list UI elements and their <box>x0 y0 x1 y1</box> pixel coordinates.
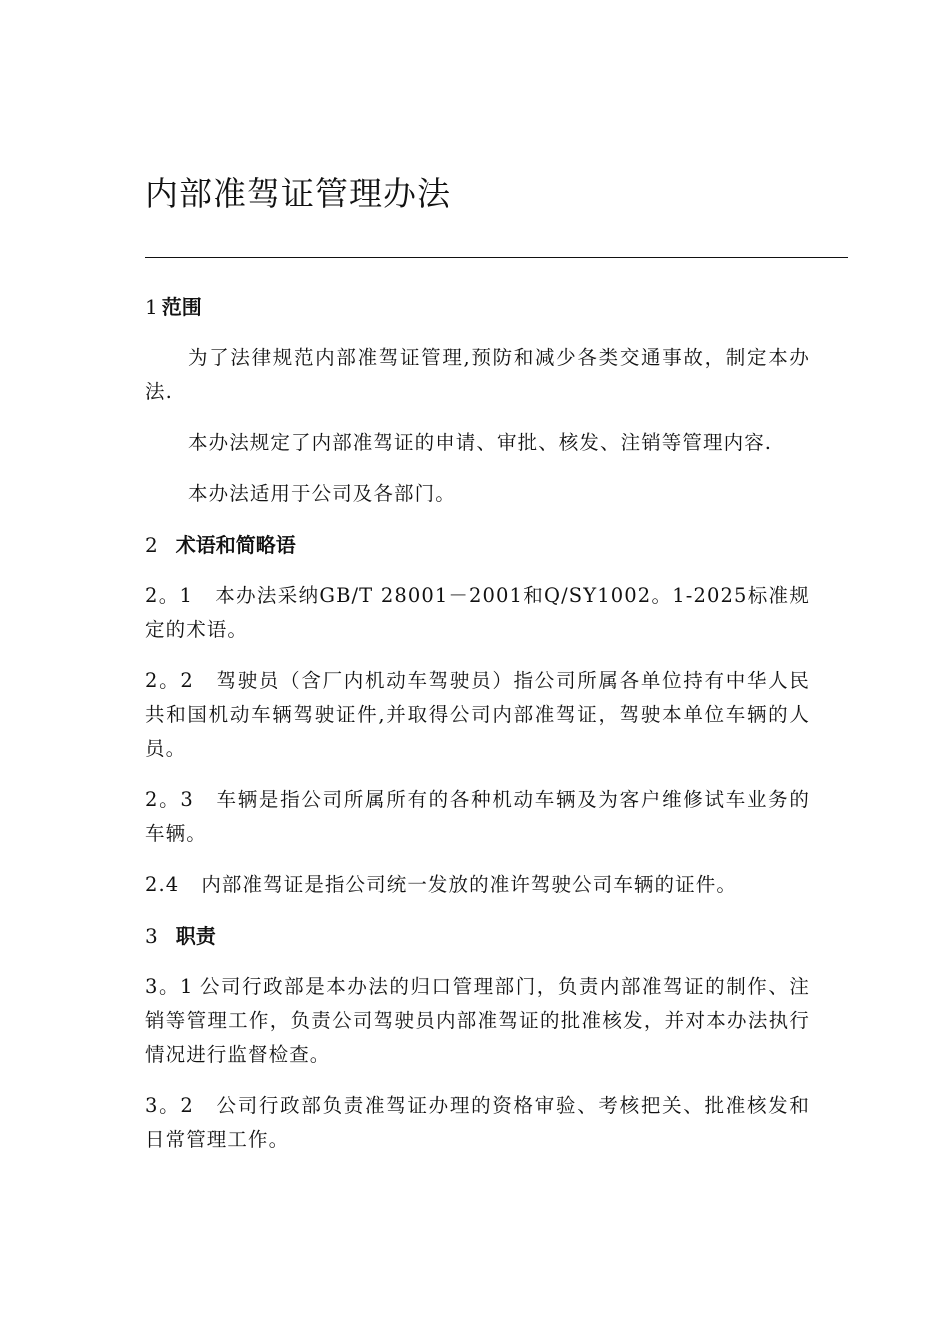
document-title: 内部准驾证管理办法 <box>145 174 451 213</box>
paragraph: 本办法规定了内部准驾证的申请、审批、核发、注销等管理内容. <box>188 431 773 454</box>
paragraph: 为了法律规范内部准驾证管理,预防和减少各类交通事故，制定本办法. <box>145 346 810 403</box>
clause-item: 3。2 公司行政部负责准驾证办理的资格审验、考核把关、批准核发和日常管理工作。 <box>145 1094 810 1151</box>
clause-item: 2。2 驾驶员（含厂内机动车驾驶员）指公司所属各单位持有中华人民共和国机动车辆驾驶证件,并取得公司内部准驾证，驾驶本单位车辆的人员。 <box>145 669 810 760</box>
clause-item: 2。1 本办法采纳GB/T 28001－2001和Q/SY1002。1-2025标准规定的术语。 <box>145 584 810 641</box>
document-body <box>145 290 810 1174</box>
clause-item: 2。3 车辆是指公司所属所有的各种机动车辆及为客户维修试车业务的车辆。 <box>145 788 810 845</box>
clause-item: 2.4 内部准驾证是指公司统一发放的准许驾驶公司车辆的证件。 <box>145 873 737 896</box>
section-heading-scope: 1 范围 <box>145 295 202 319</box>
section-heading-responsibilities: 3 职责 <box>145 924 216 948</box>
section-heading-terms: 2 术语和简略语 <box>145 533 296 557</box>
paragraph: 本办法适用于公司及各部门。 <box>188 482 456 505</box>
title-divider <box>145 257 848 258</box>
clause-item: 3。1 公司行政部是本办法的归口管理部门，负责内部准驾证的制作、注销等管理工作，负责公司驾驶员内部准驾证的批准核发，并对本办法执行情况进行监督检查。 <box>145 975 810 1066</box>
